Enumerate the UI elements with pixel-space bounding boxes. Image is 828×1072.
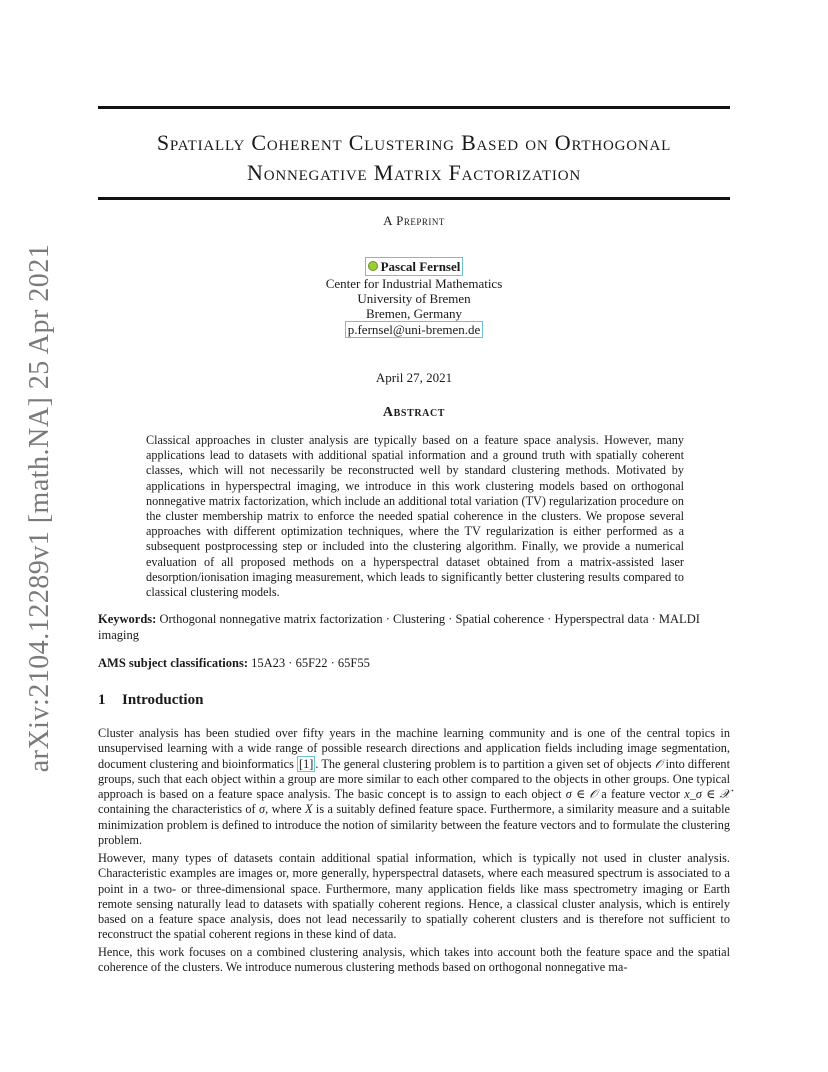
title-top-rule xyxy=(98,106,730,109)
keywords-text: Orthogonal nonnegative matrix factorization · Clustering · Spatial coherence · Hyperspectral data · MALDI imaging xyxy=(98,612,700,642)
ams-label: AMS subject classifications: xyxy=(98,656,248,670)
intro-paragraph-3: Hence, this work focuses on a combined clustering analysis, which takes into account both the feature space and the spatial coherence of the clusters. We introduce numerous clustering methods based on orthogonal nonnegative ma- xyxy=(98,945,730,975)
math-x-sigma-in-X: x_σ ∈ 𝒳 xyxy=(684,787,731,802)
math-sigma-in-O: σ ∈ 𝒪 xyxy=(565,787,598,802)
author-name-link[interactable] xyxy=(365,257,464,276)
title-bottom-rule xyxy=(98,197,730,200)
intro-p1-part-e: containing the characteristics of xyxy=(98,802,260,817)
intro-p1-part-d: a feature vector xyxy=(597,787,685,802)
intro-paragraph-1 xyxy=(98,726,730,848)
affiliation-line2: University of Bremen xyxy=(357,291,471,306)
author-name: Pascal Fernsel xyxy=(380,259,461,274)
preprint-label: A Preprint xyxy=(383,213,445,228)
intro-p1-part-b: . The general clustering problem is to partition a given set of objects xyxy=(315,756,655,771)
intro-p1-part-c: into different groups, such that each object within a group are more similar to each other compared to the objects in other groups. One typical approach is based on a feature space analysis. The basic concept is to assign to each object xyxy=(98,756,731,802)
publication-date: April 27, 2021 xyxy=(375,370,453,385)
citation-link[interactable]: [1] xyxy=(299,756,314,771)
math-X: X xyxy=(305,802,313,817)
arxiv-stamp-text: arXiv:2104.12289v1 [math.NA] 25 Apr 2021 xyxy=(24,243,55,773)
arxiv-stamp xyxy=(0,0,60,1072)
ams-classifications xyxy=(98,656,730,672)
abstract-text: Classical approaches in cluster analysis are typically based on a feature space analysis. However, many applications lead to datasets with additional spatial information and a ground truth with spatially coherent classes, which will not necessarily be reconstructed well by standard clustering methods. Motivated by applications in hyperspectral imaging, we introduce in this work clustering models based on orthogonal nonnegative matrix factorization, which include an additional total variation (TV) regularization procedure on the cluster membership matrix to enforce the needed spatial coherence in the clusters. We propose several approaches with different optimization techniques, where the TV regularization is either performed as a subsequent postprocessing step or included into the clustering algorithm. Finally, we provide a numerical evaluation of all proposed methods on a hyperspectral dataset obtained from a matrix-assisted laser desorption/ionisation imaging measurement, which leads to significantly better clustering results compared to classical clustering models. xyxy=(146,433,684,600)
section-number: 1 xyxy=(98,692,106,708)
intro-p1-part-f: , where xyxy=(265,802,305,817)
author-email-link[interactable]: p.fernsel@uni-bremen.de xyxy=(345,321,484,338)
affiliation-line1: Center for Industrial Mathematics xyxy=(325,276,503,291)
keywords xyxy=(98,612,730,643)
affiliation-line3: Bremen, Germany xyxy=(365,306,463,321)
author-block xyxy=(98,257,730,338)
section-title: Introduction xyxy=(122,692,204,708)
ams-text: 15A23 · 65F22 · 65F55 xyxy=(251,656,370,670)
orcid-icon[interactable] xyxy=(368,261,378,271)
paper-title xyxy=(98,128,730,188)
intro-paragraph-2: However, many types of datasets contain additional spatial information, which is typically not used in cluster analysis. Characteristic examples are images or, more generally, hyperspectral datasets, where each measured spectrum is associated to a point in a two- or three-dimensional space. Furthermore, many application fields like mass spectrometry imaging or Earth remote sensing naturally lead to datasets with spatially coherent regions. Hence, a classical cluster analysis, which is entirely based on a feature space analysis, does not lead necessarily to spatially coherent clusters and is therefore not sufficient to reconstruct the spatial coherent regions in these kind of data. xyxy=(98,851,730,942)
intro-p1-part-a: Cluster analysis has been studied over fifty years in the machine learning community and is one of the central topics in unsupervised learning with a wide range of possible research directions and application fields including image segmentation, document clustering and bioinformatics xyxy=(98,726,730,771)
math-set-O: 𝒪 xyxy=(654,756,663,771)
section-heading-introduction xyxy=(98,692,203,709)
keywords-label: Keywords: xyxy=(98,612,157,626)
math-sigma: σ xyxy=(259,802,266,817)
intro-p1-part-g: is a suitably defined feature space. Furthermore, a similarity measure and a suitable minimization problem is defined to introduce the notion of similarity between the feature vectors and to formulate the clustering problem. xyxy=(98,802,731,848)
abstract-heading: Abstract xyxy=(382,405,446,420)
paper-title-line1: Spatially Coherent Clustering Based on Orthogonal xyxy=(156,130,672,155)
paper-title-line2: Nonnegative Matrix Factorization xyxy=(247,160,581,185)
